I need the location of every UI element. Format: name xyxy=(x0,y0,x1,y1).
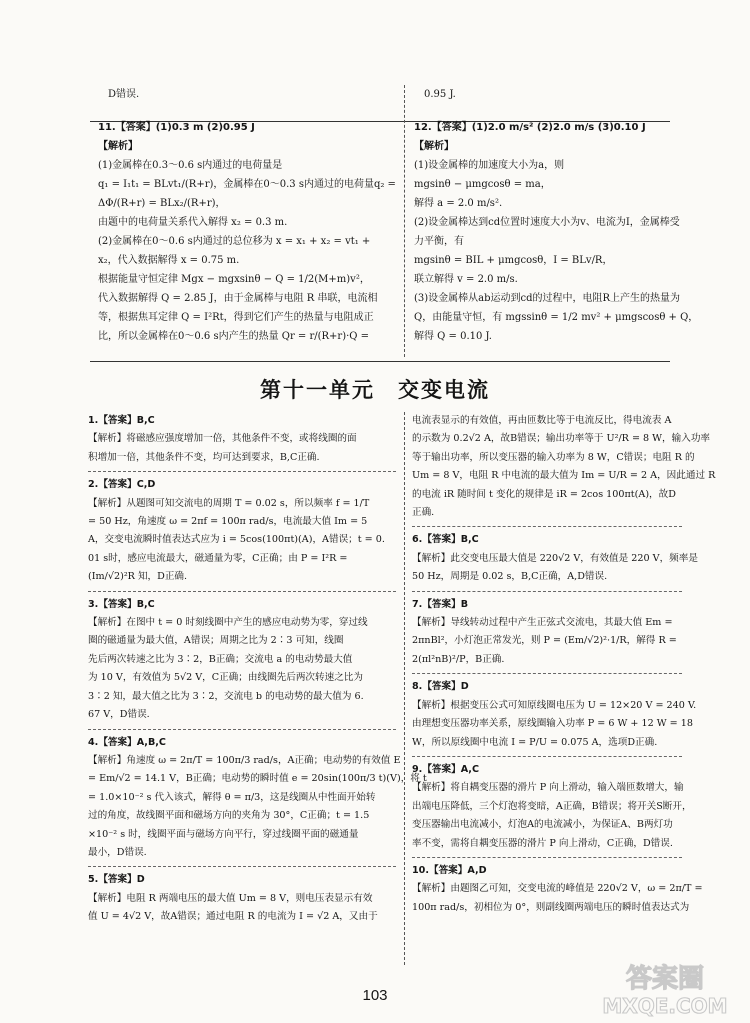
answer-block-12 xyxy=(414,118,699,346)
answer-4-line: 4.【答案】A,B,C xyxy=(88,736,166,748)
answer-3-line: 【解析】在图中 t = 0 时刻线圈中产生的感应电动势为零，穿过线 xyxy=(88,617,368,629)
answer-separator xyxy=(412,857,682,858)
answer-block-5-continued xyxy=(412,412,716,522)
answer-block-4 xyxy=(88,734,427,863)
answer-5-line: 电流表显示的有效值，再由匝数比等于电流反比，得电流表 A xyxy=(412,415,672,426)
answer-12-line: 力平衡，有 xyxy=(414,236,464,247)
upper-column-divider xyxy=(404,85,405,357)
answer-4-line: 过的角度，故线圈平面和磁场方向的夹角为 30°，C正确；t = 1.5 xyxy=(88,810,370,822)
answer-block-10 xyxy=(412,862,703,917)
lower-left-column xyxy=(88,412,427,927)
answer-12-line: mgsinθ = BIL + μmgcosθ，I = BLv/R， xyxy=(414,255,613,266)
answer-block-3 xyxy=(88,596,396,725)
prev-right-text: 0.95 J. xyxy=(424,89,456,100)
answer-5-line: 等于输出功率，所以变压器的输入功率为 8 W，C错误；电阻 R 的 xyxy=(412,451,695,463)
answer-1-line: 积增加一倍，其他条件不变，均可达到要求，B,C正确. xyxy=(88,451,320,463)
answer-4-line: 最小，D错误. xyxy=(88,846,147,858)
answer-11-line: 比，所以金属棒在0～0.6 s内产生的热量 Qr = r/(R+r)·Q = xyxy=(98,331,370,342)
answer-1-line: 1.【答案】B,C xyxy=(88,415,155,426)
answer-separator xyxy=(412,756,682,757)
answer-separator xyxy=(88,866,396,867)
answer-10-line: 100π rad/s，初相位为 0°，则副线圈两端电压的瞬时值表达式为 xyxy=(412,901,690,913)
answer-12-line: 联立解得 v = 2.0 m/s. xyxy=(414,274,518,285)
answer-2-line: = 50 Hz，角速度 ω = 2πf = 100π rad/s，电流最大值 Im = 5 xyxy=(88,516,368,528)
answer-separator xyxy=(88,471,396,472)
watermark-logo xyxy=(590,955,740,1020)
answer-3-line: 3.【答案】B,C xyxy=(88,598,155,610)
answer-block-7 xyxy=(412,596,682,670)
answer-4-line: 【解析】角速度 ω = 2π/T = 100π/3 rad/s，A正确；电动势的有效值 E xyxy=(88,754,401,766)
answer-12-line: 解得 a = 2.0 m/s². xyxy=(414,198,503,209)
answer-9-line: 变压器输出电流减小，灯泡A的电流减小，为保证A、B两灯功 xyxy=(412,819,673,831)
answer-block-9 xyxy=(412,761,692,853)
lower-column-divider xyxy=(404,412,405,965)
answer-2-line: 01 s时，感应电流最大，磁通量为零，C正确；由 P = I²R = xyxy=(88,552,348,564)
answer-11-line: x₂，代入数据解得 x = 0.75 m. xyxy=(98,255,240,266)
unit-title: 第十一单元 交变电流 xyxy=(260,378,490,402)
answer-4-line: = Em/√2 = 14.1 V，B正确；电动势的瞬时值 e = 20sin(100π/3 t)(V)，将 t xyxy=(88,773,427,785)
answer-7-line: 7.【答案】B xyxy=(412,598,469,610)
answer-11-line: 代入数据解得 Q = 2.85 J，由于金属棒与电阻 R 串联，电流相 xyxy=(98,293,378,304)
page-number: 103 xyxy=(362,987,388,1004)
answer-5-line: 的示数为 0.2√2 A，故B错误；输出功率等于 U²/R = 8 W，输入功率 xyxy=(412,433,711,445)
answer-8-line: 【解析】根据变压公式可知原线圈电压为 U = 12×20 V = 240 V. xyxy=(412,699,697,711)
analysis-label: 【解析】 xyxy=(414,141,454,152)
answer-3-line: 圈的磁通量为最大值，A错误；周期之比为 2∶3 可知，线圈 xyxy=(88,635,344,647)
answer-4-line: = 1.0×10⁻² s 代入该式，解得 θ = π/3，这是线圈从中性面开始转 xyxy=(88,791,376,803)
analysis-label: 【解析】 xyxy=(98,141,138,152)
answer-7-line: 2πnBl²，小灯泡正常发光，则 P = (Em/√2)²·1/R，解得 R = xyxy=(412,635,677,647)
answer-12-line: 解得 Q = 0.10 J. xyxy=(414,331,492,342)
answer-8-line: 由理想变压器功率关系，原线圈输入功率 P = 6 W + 12 W = 18 xyxy=(412,718,693,730)
answer-block-2 xyxy=(88,476,396,586)
answer-12-line: (1)设金属棒的加速度大小为a，则 xyxy=(414,160,565,171)
answer-block-1 xyxy=(88,412,396,467)
answer-separator xyxy=(412,526,682,527)
answer-3-line: 67 V，D错误. xyxy=(88,709,150,721)
answer-11-line: q₁ = I₁t₁ = BLvt₁/(R+r)，金属棒在0～0.3 s内通过的电荷量q₂ = xyxy=(98,179,396,190)
answer-11-line: ΔΦ/(R+r) = BLx₂/(R+r)， xyxy=(98,198,226,209)
answer-block-6 xyxy=(412,531,698,586)
answer-3-line: 3∶2 知，最大值之比为 3∶2，交流电 b 的电动势的最大值为 6. xyxy=(88,690,364,702)
answer-10-line: 10.【答案】A,D xyxy=(412,864,487,876)
answer-9-line: 【解析】将自耦变压器的滑片 P 向上滑动，输入端匝数增大，输 xyxy=(412,782,684,794)
answer-12-line: Q，由能量守恒，有 mgssinθ = 1/2 mv² + μmgscosθ + Q， xyxy=(414,312,699,323)
answer-9-line: 率不变，需将自耦变压器的滑片 P 向上滑动，C正确，D错误. xyxy=(412,837,673,849)
lower-right-column xyxy=(412,412,716,917)
answer-9-line: 出端电压降低，三个灯泡将变暗，A正确，B错误；将开关S断开， xyxy=(412,800,692,812)
answer-12-line: (2)设金属棒达到cd位置时速度大小为v、电流为I，金属棒受 xyxy=(414,217,680,228)
answer-3-line: 先后两次转速之比为 3∶2，B正确；交流电 a 的电动势最大值 xyxy=(88,653,353,665)
answer-3-line: 为 10 V，有效值为 5√2 V，C正确；由线圈先后两次转速之比为 xyxy=(88,672,363,684)
answer-block-11 xyxy=(98,118,398,346)
answer-6-line: 50 Hz，周期是 0.02 s，B,C正确，A,D错误. xyxy=(412,571,608,583)
answer-12-line: (3)设金属棒从ab运动到cd的过程中，电阻R上产生的热量为 xyxy=(414,293,681,304)
watermark-line1: 答案圈 xyxy=(625,964,705,994)
answer-11-line: 11.【答案】(1)0.3 m (2)0.95 J xyxy=(98,122,255,133)
watermark-line2: MXQE.COM xyxy=(602,994,728,1018)
answer-11-line: (1)金属棒在0.3～0.6 s内通过的电荷量是 xyxy=(98,160,283,171)
answer-separator xyxy=(88,591,396,592)
answer-6-line: 【解析】此交变电压最大值是 220√2 V，有效值是 220 V，频率是 xyxy=(412,552,698,564)
upper-right-column xyxy=(414,85,699,346)
answer-4-line: ×10⁻² s 时，线圈平面与磁场方向平行，穿过线圈平面的磁通量 xyxy=(88,828,359,840)
answer-separator xyxy=(88,729,396,730)
answer-11-line: (2)金属棒在0～0.6 s内通过的总位移为 x = x₁ + x₂ = vt₁ + xyxy=(98,236,371,247)
upper-left-column xyxy=(98,85,398,346)
answer-2-line: 【解析】从题图可知交流电的周期 T = 0.02 s，所以频率 f = 1/T xyxy=(88,497,370,509)
answer-10-line: 【解析】由题图乙可知，交变电流的峰值是 220√2 V，ω = 2π/T = xyxy=(412,883,703,895)
section-divider xyxy=(90,361,670,362)
answer-2-line: A，交变电流瞬时值表达式应为 i = 5cos(100πt)(A)，A错误；t = 0. xyxy=(88,534,385,546)
answer-7-line: 【解析】导线转动过程中产生正弦式交流电，其最大值 Em = xyxy=(412,617,673,629)
answer-2-line: (Im/√2)²R 知，D正确. xyxy=(88,571,188,583)
answer-8-line: 8.【答案】D xyxy=(412,681,469,693)
answer-8-line: W，所以原线圈中电流 I = P/U = 0.075 A，选项D正确. xyxy=(412,736,658,748)
answer-9-line: 9.【答案】A,C xyxy=(412,763,479,775)
answer-5-line: 【解析】电阻 R 两端电压的最大值 Um = 8 V，则电压表显示有效 xyxy=(88,892,373,904)
answer-5-line: Um = 8 V，电阻 R 中电流的最大值为 Im = U/R = 2 A，因此通过 R xyxy=(412,470,716,482)
answer-2-line: 2.【答案】C,D xyxy=(88,479,156,491)
answer-separator xyxy=(412,673,682,674)
prev-left-text: D错误. xyxy=(108,89,140,100)
answer-12-line: 12.【答案】(1)2.0 m/s² (2)2.0 m/s (3)0.10 J xyxy=(414,122,646,133)
answer-11-line: 等，根据焦耳定律 Q = I²Rt，得到它们产生的热量与电阻成正 xyxy=(98,312,374,323)
answer-block-5 xyxy=(88,871,396,926)
answer-7-line: 2(πl²nB)²/P，B正确. xyxy=(412,653,505,665)
answer-5-line: 的电流 iR 随时间 t 变化的规律是 iR = 2cos 100πt(A)，故D xyxy=(412,488,676,500)
answer-block-8 xyxy=(412,678,697,752)
answer-11-line: 由题中的电荷量关系代入解得 x₂ = 0.3 m. xyxy=(98,217,288,228)
answer-5-line: 正确. xyxy=(412,507,435,519)
answer-separator xyxy=(412,591,682,592)
answer-1-line: 【解析】将磁感应强度增加一倍，其他条件不变，或将线圈的面 xyxy=(88,433,357,445)
answer-6-line: 6.【答案】B,C xyxy=(412,534,479,546)
answer-11-line: 根据能量守恒定律 Mgx − mgxsinθ − Q = 1/2(M+m)v²， xyxy=(98,274,370,285)
answer-12-line: mgsinθ − μmgcosθ = ma， xyxy=(414,179,551,190)
answer-5-line: 5.【答案】D xyxy=(88,874,145,886)
answer-5-line: 值 U = 4√2 V，故A错误；通过电阻 R 的电流为 I = √2 A，又由于 xyxy=(88,911,378,923)
